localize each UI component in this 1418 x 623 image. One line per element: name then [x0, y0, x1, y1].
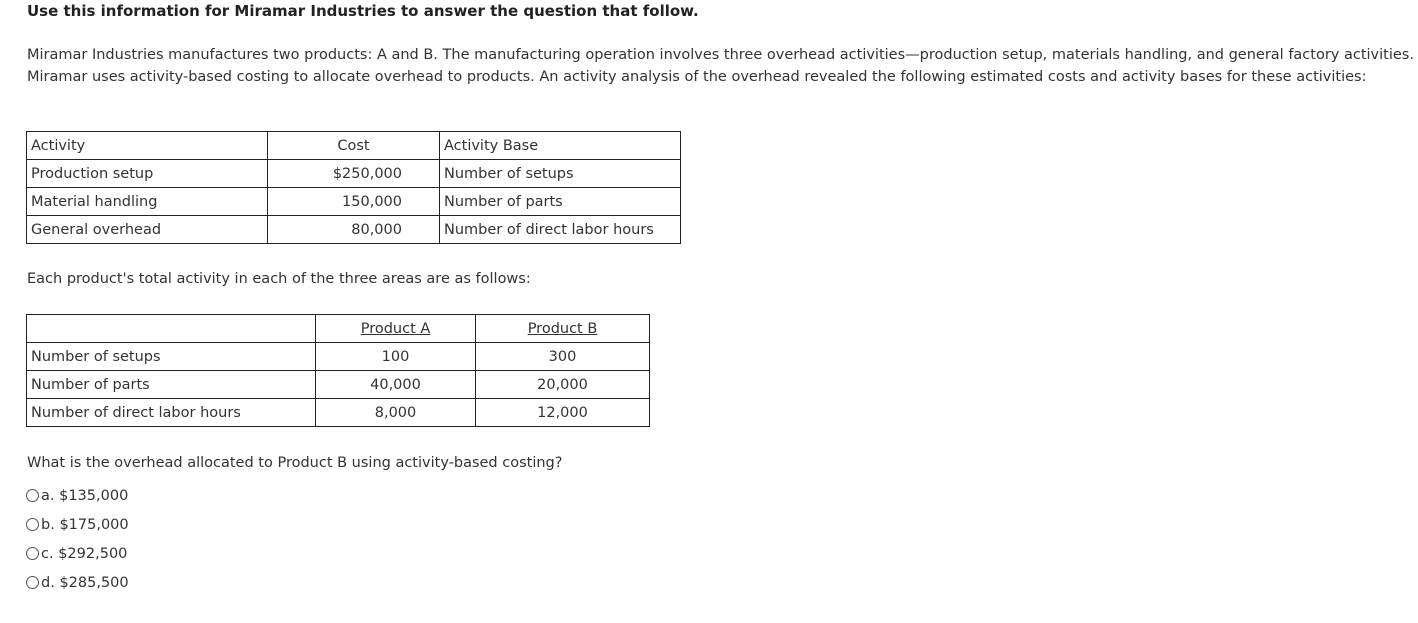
header-activity: Activity — [27, 132, 268, 160]
table-header-row — [27, 315, 650, 343]
table-header-row — [27, 132, 681, 160]
option-letter: b. — [41, 516, 55, 533]
table-row — [27, 188, 681, 216]
table-row — [27, 216, 681, 244]
option-c[interactable] — [26, 539, 129, 568]
table-row — [27, 160, 681, 188]
cost-cell: $250,000 — [268, 160, 440, 188]
measure-cell: Number of setups — [27, 343, 316, 371]
measure-cell: Number of parts — [27, 371, 316, 399]
measure-cell: Number of direct labor hours — [27, 399, 316, 427]
option-letter: d. — [41, 574, 55, 591]
cost-cell: 150,000 — [268, 188, 440, 216]
cost-cell: 80,000 — [268, 216, 440, 244]
activity-base-cell: Number of parts — [440, 188, 681, 216]
table-row — [27, 371, 650, 399]
product-b-cell: 20,000 — [476, 371, 650, 399]
radio-button-icon[interactable] — [26, 489, 39, 502]
product-a-cell: 100 — [316, 343, 476, 371]
product-a-cell: 40,000 — [316, 371, 476, 399]
option-a[interactable] — [26, 481, 129, 510]
question-text: What is the overhead allocated to Product B using activity-based costing? — [27, 455, 563, 471]
option-d[interactable] — [26, 568, 129, 597]
radio-button-icon[interactable] — [26, 518, 39, 531]
option-letter: c. — [41, 545, 54, 562]
activity-cell: General overhead — [27, 216, 268, 244]
activity-cell: Production setup — [27, 160, 268, 188]
activity-subheading: Each product's total activity in each of the three areas are as follows: — [27, 271, 531, 287]
option-label: $292,500 — [58, 545, 128, 562]
activity-cell: Material handling — [27, 188, 268, 216]
radio-button-icon[interactable] — [26, 576, 39, 589]
option-label: $135,000 — [59, 487, 129, 504]
table-row — [27, 399, 650, 427]
cost-activity-table — [26, 131, 681, 244]
option-b[interactable] — [26, 510, 129, 539]
activity-base-cell: Number of setups — [440, 160, 681, 188]
product-a-cell: 8,000 — [316, 399, 476, 427]
option-label: $175,000 — [59, 516, 129, 533]
product-b-cell: 300 — [476, 343, 650, 371]
answer-options — [26, 481, 129, 597]
radio-button-icon[interactable] — [26, 547, 39, 560]
product-a-label: Product A — [360, 320, 431, 337]
option-letter: a. — [41, 487, 55, 504]
header-product-b — [476, 315, 650, 343]
intro-paragraph: Miramar Industries manufactures two products: A and B. The manufacturing operation involves three overhead activities—production setup, materials handling, and general factory activities. Miramar uses activity-based costing to allocate overhead to products. An activity analysis of the overhead revealed the following estimated costs and activity bases for these activities: — [27, 47, 1414, 85]
header-cost: Cost — [268, 132, 440, 160]
activity-base-cell: Number of direct labor hours — [440, 216, 681, 244]
option-label: $285,500 — [59, 574, 129, 591]
product-b-label: Product B — [527, 320, 598, 337]
question-heading: Use this information for Miramar Industries to answer the question that follow. — [27, 2, 699, 20]
product-b-cell: 12,000 — [476, 399, 650, 427]
table-row — [27, 343, 650, 371]
header-blank — [27, 315, 316, 343]
product-activity-table — [26, 314, 650, 427]
header-activity-base: Activity Base — [440, 132, 681, 160]
header-product-a — [316, 315, 476, 343]
